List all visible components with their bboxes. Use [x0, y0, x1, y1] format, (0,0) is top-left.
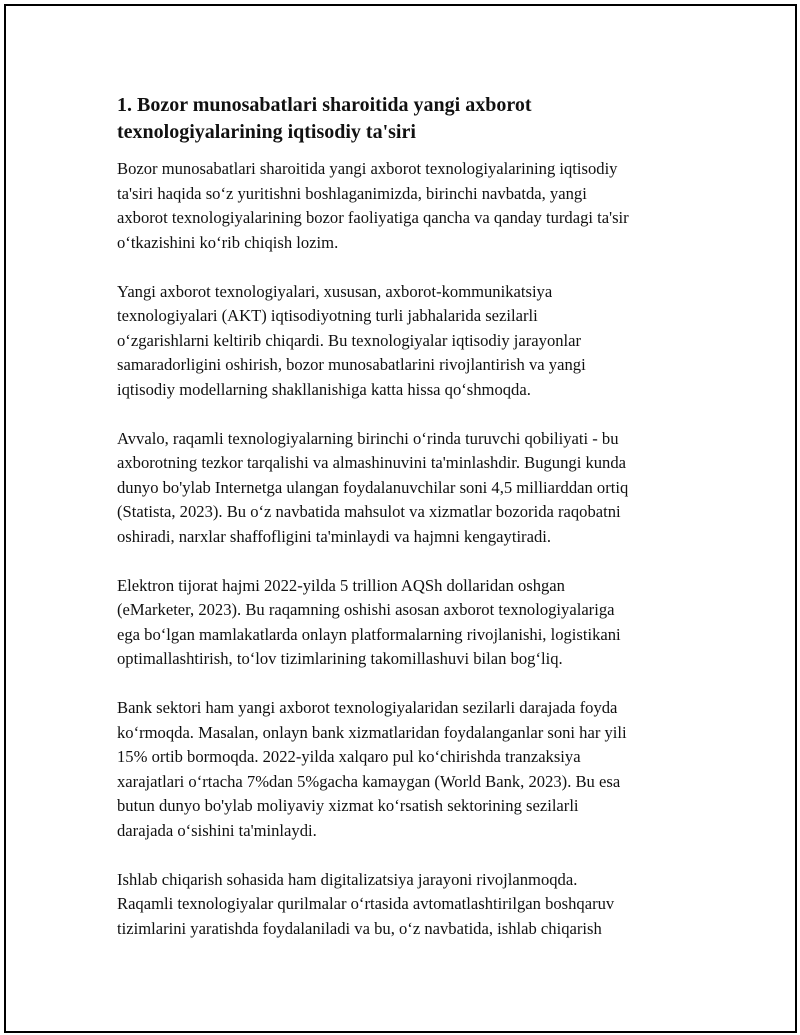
- paragraph-line: dunyo bo'ylab Internetga ulangan foydalanuvchilar soni 4,5 milliarddan ortiq: [117, 477, 629, 497]
- paragraph-line: oʻzgarishlarni keltirib chiqardi. Bu texnologiyalar iqtisodiy jarayonlar: [117, 330, 582, 350]
- paragraph-ict: [117, 280, 692, 403]
- paragraph-line: iqtisodiy modellarning shakllanishiga katta hissa qoʻshmoqda.: [117, 379, 531, 399]
- paragraph-line: samaradorligini oshirish, bozor munosabatlarini rivojlantirish va yangi: [117, 355, 586, 374]
- paragraph-line: xarajatlari oʻrtacha 7%dan 5%gacha kamaygan (World Bank, 2023). Bu esa: [117, 771, 621, 791]
- paragraph-line: tizimlarini yaratishda foydalaniladi va bu, oʻz navbatida, ishlab chiqarish: [117, 918, 602, 938]
- paragraph-banking: [117, 696, 692, 843]
- paragraph-line: Elektron tijorat hajmi 2022-yilda 5 trillion AQSh dollaridan oshgan: [117, 575, 565, 595]
- paragraph-line: Avvalo, raqamli texnologiyalarning birinchi oʻrinda turuvchi qobiliyati - bu: [117, 428, 619, 448]
- paragraph-line: oshiradi, narxlar shaffofligini ta'minlaydi va hajmni kengaytiradi.: [117, 526, 552, 546]
- heading-line: texnologiyalarining iqtisodiy ta'siri: [117, 121, 416, 143]
- paragraph-line: optimallashtirish, toʻlov tizimlarining takomillashuvi bilan bogʻliq.: [117, 649, 563, 668]
- paragraph-line: Yangi axborot texnologiyalari, xususan, axborot-kommunikatsiya: [117, 281, 553, 301]
- paragraph-line: axborot texnologiyalarining bozor faoliyatiga qancha va qanday turdagi ta'sir: [117, 208, 629, 227]
- paragraph-line: darajada oʻsishini ta'minlaydi.: [117, 820, 317, 840]
- heading-line: 1. Bozor munosabatlari sharoitida yangi axborot: [117, 94, 532, 116]
- paragraph-line: ta'siri haqida soʻz yuritishni boshlaganimizda, birinchi navbatda, yangi: [117, 183, 587, 203]
- paragraph-line: axborotning tezkor tarqalishi va almashinuvini ta'minlashdir. Bugungi kunda: [117, 453, 627, 472]
- paragraph-line: (Statista, 2023). Bu oʻz navbatida mahsulot va xizmatlar bozorida raqobatni: [117, 502, 621, 521]
- paragraph-manufacturing: [117, 868, 692, 942]
- paragraph-intro: [117, 157, 692, 255]
- paragraph-line: Bank sektori ham yangi axborot texnologiyalaridan sezilarli darajada foyda: [117, 698, 618, 717]
- paragraph-ecommerce: [117, 574, 692, 672]
- paragraph-line: Ishlab chiqarish sohasida ham digitalizatsiya jarayoni rivojlanmoqda.: [117, 869, 578, 889]
- paragraph-line: (eMarketer, 2023). Bu raqamning oshishi asosan axborot texnologiyalariga: [117, 600, 615, 619]
- paragraph-line: koʻrmoqda. Masalan, onlayn bank xizmatlaridan foydalanganlar soni har yili: [117, 722, 627, 742]
- paragraph-line: butun dunyo bo'ylab moliyaviy xizmat koʻrsatish sektorining sezilarli: [117, 796, 579, 815]
- paragraph-line: 15% ortib bormoqda. 2022-yilda xalqaro pul koʻchirishda tranzaksiya: [117, 747, 581, 766]
- paragraph-line: Bozor munosabatlari sharoitida yangi axborot texnologiyalarining iqtisodiy: [117, 159, 618, 178]
- paragraph-line: ega boʻlgan mamlakatlarda onlayn platformalarning rivojlanishi, logistikani: [117, 624, 621, 644]
- paragraph-line: texnologiyalari (AKT) iqtisodiyotning turli jabhalarida sezilarli: [117, 306, 538, 325]
- document-body: [117, 92, 692, 966]
- paragraph-line: oʻtkazishini koʻrib chiqish lozim.: [117, 232, 339, 252]
- section-heading: [117, 92, 692, 146]
- paragraph-digital: [117, 427, 692, 550]
- paragraph-line: Raqamli texnologiyalar qurilmalar oʻrtasida avtomatlashtirilgan boshqaruv: [117, 894, 615, 913]
